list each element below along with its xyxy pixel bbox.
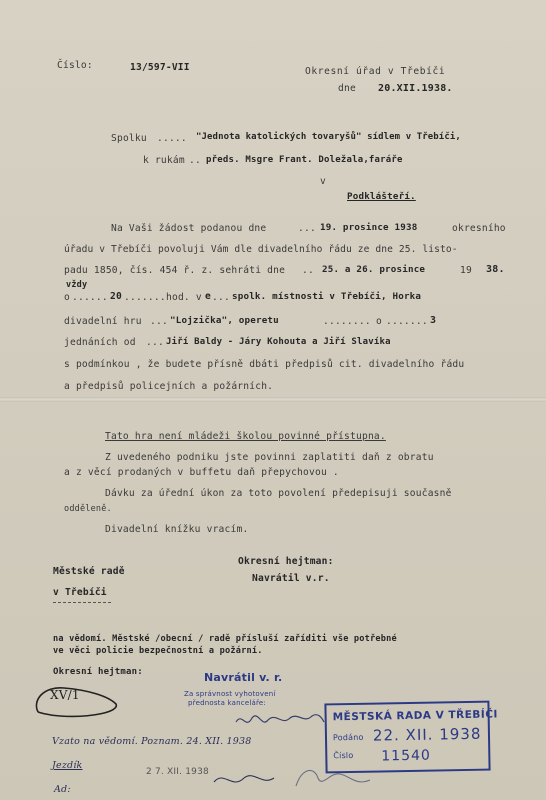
stamp-podano-label: Podáno bbox=[332, 732, 364, 743]
body-line3b: 25. a 26. prosince bbox=[322, 264, 426, 275]
handwritten-note-3: Ad: bbox=[54, 784, 71, 795]
stamp-title: MĚSTSKÁ RADA V TŘEBÍČI bbox=[332, 708, 498, 724]
dots: ... bbox=[150, 316, 168, 327]
body-line3c: 19 bbox=[460, 265, 472, 276]
v-trebici: v Třebíči bbox=[53, 587, 107, 598]
body-line8: a předpisů policejních a požárních. bbox=[64, 381, 274, 392]
mestske-rade: Městské radě bbox=[53, 566, 125, 577]
dots: ....... bbox=[386, 316, 428, 327]
place-value: Podklášteří. bbox=[347, 191, 416, 202]
body-line6a: jednáních od bbox=[64, 337, 136, 348]
date-stamp: 2 7. XII. 1938 bbox=[146, 767, 209, 777]
body-line5d: 3 bbox=[430, 315, 437, 326]
tax-line2: a z věcí prodaných v buffetu daň přepychovou . bbox=[64, 467, 339, 478]
tax-line1: Z uvedeného podniku jste povinni zaplatiti daň z obratu bbox=[105, 452, 434, 463]
footer-line1: na vědomí. Městské /obecní / radě přísluší zaříditi vše potřebné bbox=[53, 634, 397, 644]
v-label: v bbox=[320, 176, 326, 187]
dots: .. bbox=[302, 265, 314, 276]
stamp-podano-value: 22. XII. 1938 bbox=[372, 724, 482, 745]
rukam-dots: .. bbox=[189, 155, 201, 166]
hejtman-name: Navrátil v.r. bbox=[252, 573, 330, 584]
body-line4e: spolk. místnosti v Třebíči, Horka bbox=[232, 291, 422, 302]
handwritten-note-2: Jezdík bbox=[52, 760, 83, 771]
signature-icon bbox=[232, 706, 327, 736]
body-line7: s podmínkou , že budete přísně dbáti předpisů cit. divadelního řádu bbox=[64, 359, 465, 370]
body-line3d: 38. bbox=[486, 264, 505, 275]
body-line5b: "Lojzička", operetu bbox=[170, 315, 279, 326]
body-line4b: 20 bbox=[110, 291, 122, 302]
body-line4a: o bbox=[64, 292, 70, 303]
body-vzdy: vždy bbox=[66, 280, 88, 290]
municipal-council-stamp bbox=[324, 701, 498, 774]
spolku-label: Spolku bbox=[111, 133, 147, 144]
book-returned: Divadelní knížku vracím. bbox=[105, 524, 249, 535]
footer-line2: ve věci policie bezpečnostní a požární. bbox=[53, 646, 263, 656]
body-line1b: 19. prosince 1938 bbox=[320, 222, 418, 233]
fee-line1: Dávku za úřední úkon za toto povolení předepisuji současně bbox=[105, 488, 452, 499]
body-line1c: okresního bbox=[452, 223, 506, 234]
dots: ... bbox=[298, 223, 316, 234]
handwritten-note-1: Vzato na vědomí. Poznam. 24. XII. 1938 bbox=[52, 736, 252, 747]
dots: ...... bbox=[72, 292, 108, 303]
fee-line2: odděleně. bbox=[64, 504, 112, 514]
body-line5c: o bbox=[376, 316, 382, 327]
spravnost-line2: přednosta kanceláře: bbox=[188, 699, 266, 707]
dots: ... bbox=[212, 292, 230, 303]
navratil-blue-stamp: Navrátil v. r. bbox=[204, 671, 283, 684]
stamp-cislo-label: Číslo bbox=[333, 750, 354, 761]
okresni-hejtman-label-2: Okresní hejtman: bbox=[53, 667, 143, 677]
date-label: dne bbox=[338, 83, 356, 94]
rukam-value: předs. Msgre Frant. Doležala,faráře bbox=[206, 155, 403, 165]
office-name: Okresní úřad v Třebíči bbox=[305, 66, 446, 77]
body-line1a: Na Vaši žádost podanou dne bbox=[111, 223, 267, 234]
spolku-value: "Jednota katolických tovaryšů" sídlem v Třebíči, bbox=[196, 132, 461, 142]
spolku-dots: ..... bbox=[157, 133, 187, 144]
rukam-label: k rukám bbox=[143, 155, 185, 166]
dots: ........ bbox=[323, 316, 371, 327]
body-line4c: hod. v bbox=[166, 292, 202, 303]
body-line6b: Jiří Baldy - Járy Kohouta a Jiří Slavíka bbox=[166, 337, 391, 347]
date-value: 20.XII.1938. bbox=[378, 83, 453, 94]
body-line4d: e bbox=[205, 291, 211, 302]
paper-fold bbox=[0, 397, 546, 402]
cislo-label: Číslo: bbox=[57, 60, 93, 71]
cislo-value: 13/597-VII bbox=[130, 62, 190, 73]
spravnost-line1: Za správnost vyhotovení bbox=[184, 690, 276, 698]
dots: ... bbox=[146, 337, 164, 348]
dots: ....... bbox=[124, 292, 166, 303]
okresni-hejtman-label: Okresní hejtman: bbox=[238, 556, 334, 567]
body-line2: úřadu v Třebíči povoluji Vám dle divadelního řádu ze dne 25. listo- bbox=[64, 244, 458, 255]
handwritten-mark: XV/1 bbox=[50, 688, 80, 702]
stamp-cislo-value: 11540 bbox=[381, 747, 432, 765]
body-line5a: divadelní hru bbox=[64, 316, 142, 327]
body-line3a: padu 1850, čís. 454 ř. z. sehráti dne bbox=[64, 265, 286, 276]
underline-dashes bbox=[53, 602, 111, 603]
youth-notice: Tato hra není mládeži školou povinné přístupna. bbox=[105, 431, 386, 442]
